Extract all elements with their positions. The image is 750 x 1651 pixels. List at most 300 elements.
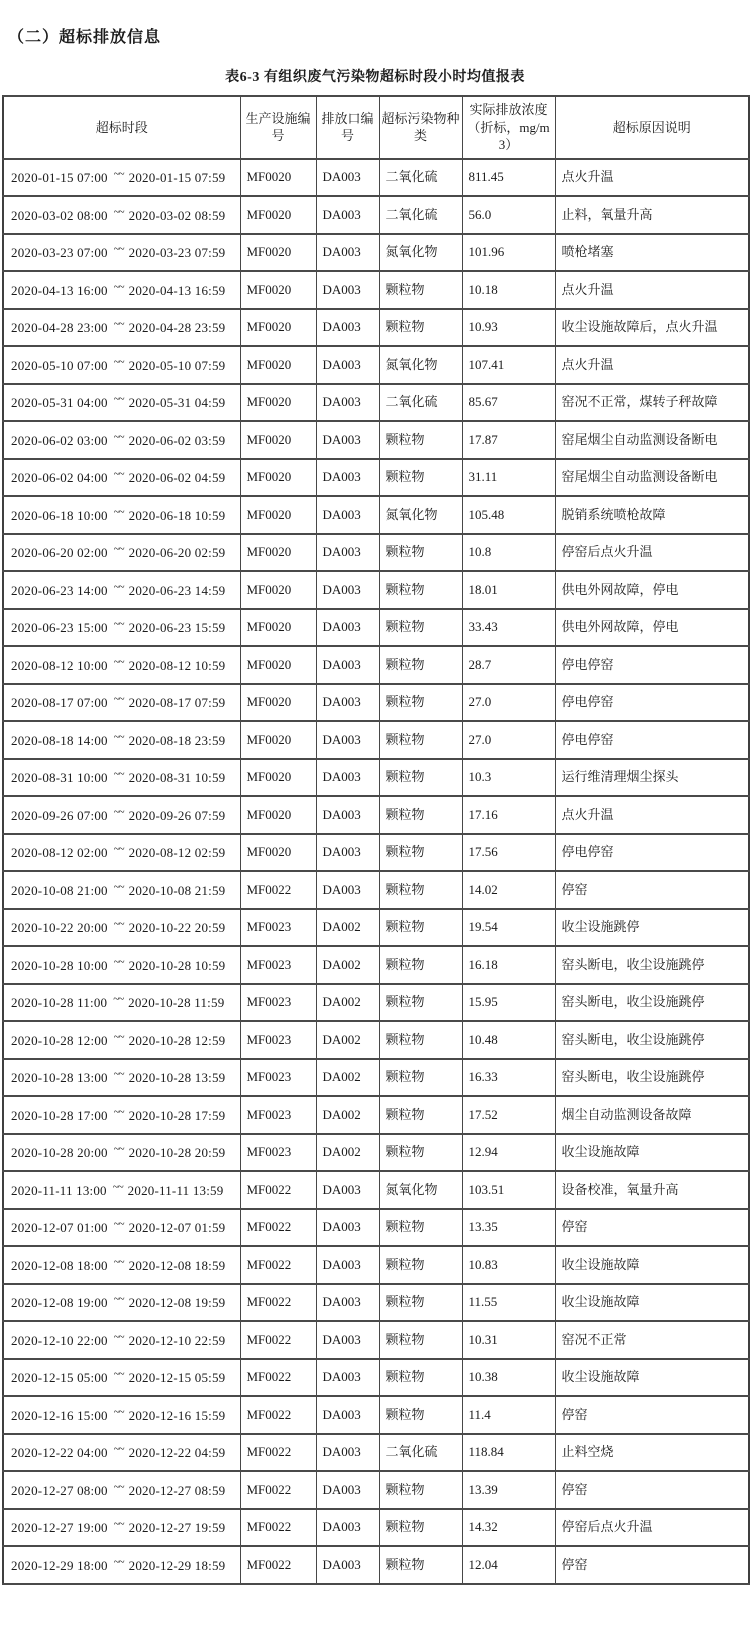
period-end: 2020-12-10 22:59 (128, 1332, 226, 1348)
period-start: 2020-11-11 13:00 (11, 1182, 107, 1198)
table-row (3, 909, 749, 947)
period-separator: ~~ (113, 1330, 124, 1343)
cell-reason: 点火升温 (555, 159, 749, 197)
cell-reason: 窑尾烟尘自动监测设备断电 (555, 459, 749, 497)
cell-pollutant: 颗粒物 (379, 946, 462, 984)
period-start: 2020-10-28 20:00 (11, 1145, 108, 1161)
cell-pollutant: 颗粒物 (379, 459, 462, 497)
column-header-outlet-id: 排放口编号 (316, 96, 379, 159)
cell-pollutant: 颗粒物 (379, 1246, 462, 1284)
table-row (3, 1546, 749, 1584)
cell-facility-id: MF0020 (240, 421, 316, 459)
cell-outlet-id: DA003 (316, 684, 379, 722)
period-start: 2020-12-16 15:00 (11, 1407, 108, 1423)
cell-period (3, 646, 240, 684)
cell-period (3, 1321, 240, 1359)
period-start: 2020-03-02 08:00 (11, 207, 108, 223)
cell-facility-id: MF0022 (240, 1546, 316, 1584)
cell-pollutant: 颗粒物 (379, 1321, 462, 1359)
period-end: 2020-10-28 13:59 (128, 1070, 226, 1086)
period-end: 2020-06-20 02:59 (128, 545, 226, 561)
cell-reason: 止料空烧 (555, 1434, 749, 1472)
cell-concentration: 14.02 (462, 871, 555, 909)
period-start: 2020-10-28 11:00 (11, 995, 108, 1011)
cell-concentration: 10.83 (462, 1246, 555, 1284)
period-end: 2020-12-22 04:59 (128, 1445, 226, 1461)
cell-facility-id: MF0020 (240, 346, 316, 384)
cell-pollutant: 二氧化硫 (379, 384, 462, 422)
cell-reason: 收尘设施故障 (555, 1284, 749, 1322)
cell-period (3, 1509, 240, 1547)
cell-outlet-id: DA003 (316, 1359, 379, 1397)
period-start: 2020-10-28 10:00 (11, 957, 108, 973)
cell-concentration: 13.35 (462, 1209, 555, 1247)
cell-reason: 设备校准，氧量升高 (555, 1171, 749, 1209)
cell-outlet-id: DA002 (316, 1021, 379, 1059)
table-row (3, 271, 749, 309)
period-start: 2020-06-18 10:00 (11, 507, 108, 523)
cell-outlet-id: DA003 (316, 1509, 379, 1547)
period-start: 2020-08-12 02:00 (11, 845, 108, 861)
cell-pollutant: 颗粒物 (379, 1509, 462, 1547)
period-end: 2020-09-26 07:59 (128, 807, 226, 823)
cell-facility-id: MF0023 (240, 1096, 316, 1134)
cell-pollutant: 二氧化硫 (379, 159, 462, 197)
cell-facility-id: MF0022 (240, 1321, 316, 1359)
cell-outlet-id: DA003 (316, 721, 379, 759)
period-start: 2020-12-10 22:00 (11, 1332, 108, 1348)
period-separator: ~~ (113, 768, 124, 781)
period-end: 2020-06-02 04:59 (128, 470, 226, 486)
period-end: 2020-12-08 18:59 (128, 1257, 226, 1273)
cell-facility-id: MF0023 (240, 1059, 316, 1097)
period-separator: ~~ (112, 1180, 123, 1193)
table-body (3, 159, 749, 1584)
cell-facility-id: MF0020 (240, 646, 316, 684)
cell-reason: 收尘设施故障 (555, 1246, 749, 1284)
table-row (3, 1396, 749, 1434)
cell-outlet-id: DA002 (316, 1096, 379, 1134)
period-separator: ~~ (113, 1368, 124, 1381)
cell-concentration: 10.31 (462, 1321, 555, 1359)
cell-concentration: 16.33 (462, 1059, 555, 1097)
cell-pollutant: 氮氧化物 (379, 496, 462, 534)
cell-outlet-id: DA003 (316, 1246, 379, 1284)
period-end: 2020-06-02 03:59 (128, 432, 226, 448)
period-separator: ~~ (113, 843, 124, 856)
period-end: 2020-12-16 15:59 (128, 1407, 226, 1423)
period-start: 2020-05-10 07:00 (11, 357, 108, 373)
cell-period (3, 684, 240, 722)
period-start: 2020-06-23 15:00 (11, 620, 108, 636)
cell-facility-id: MF0020 (240, 571, 316, 609)
table-row (3, 1509, 749, 1547)
cell-reason: 停窑后点火升温 (555, 534, 749, 572)
cell-pollutant: 颗粒物 (379, 309, 462, 347)
cell-outlet-id: DA003 (316, 346, 379, 384)
table-row (3, 309, 749, 347)
period-end: 2020-06-23 15:59 (128, 620, 226, 636)
table-row (3, 534, 749, 572)
table-row (3, 196, 749, 234)
table-row (3, 796, 749, 834)
table-row (3, 1059, 749, 1097)
cell-outlet-id: DA003 (316, 384, 379, 422)
cell-pollutant: 颗粒物 (379, 1059, 462, 1097)
table-row (3, 834, 749, 872)
cell-outlet-id: DA003 (316, 309, 379, 347)
period-start: 2020-01-15 07:00 (11, 170, 108, 186)
cell-reason: 停电停窑 (555, 684, 749, 722)
cell-facility-id: MF0022 (240, 1434, 316, 1472)
period-separator: ~~ (113, 1480, 124, 1493)
cell-reason: 烟尘自动监测设备故障 (555, 1096, 749, 1134)
period-end: 2020-12-15 05:59 (128, 1370, 226, 1386)
column-header-concentration: 实际排放浓度（折标，mg/m3） (462, 96, 555, 159)
cell-period (3, 421, 240, 459)
cell-concentration: 12.04 (462, 1546, 555, 1584)
period-separator: ~~ (113, 468, 124, 481)
cell-pollutant: 颗粒物 (379, 721, 462, 759)
table-row (3, 1284, 749, 1322)
cell-pollutant: 颗粒物 (379, 1209, 462, 1247)
cell-facility-id: MF0022 (240, 1209, 316, 1247)
cell-outlet-id: DA003 (316, 1171, 379, 1209)
cell-period (3, 1471, 240, 1509)
cell-facility-id: MF0020 (240, 496, 316, 534)
cell-reason: 收尘设施故障 (555, 1134, 749, 1172)
period-start: 2020-06-23 14:00 (11, 582, 108, 598)
period-end: 2020-04-28 23:59 (128, 320, 226, 336)
period-end: 2020-10-28 10:59 (128, 957, 226, 973)
table-title: 表6-3 有组织废气污染物超标时段小时均值报表 (225, 70, 525, 85)
period-start: 2020-10-22 20:00 (11, 920, 108, 936)
cell-period (3, 909, 240, 947)
cell-pollutant: 颗粒物 (379, 646, 462, 684)
cell-reason: 窑头断电，收尘设施跳停 (555, 984, 749, 1022)
table-row (3, 421, 749, 459)
cell-reason: 窑头断电，收尘设施跳停 (555, 1059, 749, 1097)
cell-outlet-id: DA003 (316, 196, 379, 234)
cell-facility-id: MF0022 (240, 1246, 316, 1284)
period-start: 2020-09-26 07:00 (11, 807, 108, 823)
period-separator: ~~ (113, 393, 124, 406)
period-start: 2020-10-28 12:00 (11, 1032, 108, 1048)
table-row (3, 721, 749, 759)
cell-pollutant: 颗粒物 (379, 1021, 462, 1059)
cell-reason: 停电停窑 (555, 646, 749, 684)
cell-facility-id: MF0022 (240, 1171, 316, 1209)
column-header-reason: 超标原因说明 (555, 96, 749, 159)
cell-outlet-id: DA003 (316, 271, 379, 309)
table-row (3, 346, 749, 384)
cell-concentration: 10.3 (462, 759, 555, 797)
cell-facility-id: MF0022 (240, 871, 316, 909)
cell-outlet-id: DA002 (316, 1059, 379, 1097)
period-separator: ~~ (113, 805, 124, 818)
table-row (3, 1209, 749, 1247)
cell-period (3, 159, 240, 197)
cell-concentration: 10.93 (462, 309, 555, 347)
cell-period (3, 346, 240, 384)
cell-pollutant: 颗粒物 (379, 1134, 462, 1172)
period-end: 2020-06-18 10:59 (128, 507, 226, 523)
period-separator: ~~ (113, 243, 124, 256)
table-header-row (3, 96, 749, 159)
section-title: （二）超标排放信息 (8, 29, 162, 46)
cell-facility-id: MF0020 (240, 684, 316, 722)
cell-concentration: 13.39 (462, 1471, 555, 1509)
cell-outlet-id: DA002 (316, 946, 379, 984)
cell-concentration: 16.18 (462, 946, 555, 984)
table-row (3, 609, 749, 647)
cell-period (3, 1546, 240, 1584)
cell-period (3, 871, 240, 909)
period-separator: ~~ (113, 1443, 124, 1456)
period-start: 2020-10-28 17:00 (11, 1107, 108, 1123)
cell-reason: 脱销系统喷枪故障 (555, 496, 749, 534)
cell-reason: 停窑后点火升温 (555, 1509, 749, 1547)
cell-outlet-id: DA003 (316, 1546, 379, 1584)
table-row (3, 1096, 749, 1134)
cell-concentration: 118.84 (462, 1434, 555, 1472)
period-end: 2020-08-18 23:59 (128, 732, 226, 748)
period-end: 2020-12-27 19:59 (128, 1520, 226, 1536)
cell-period (3, 384, 240, 422)
cell-concentration: 85.67 (462, 384, 555, 422)
period-separator: ~~ (113, 280, 124, 293)
cell-concentration: 17.56 (462, 834, 555, 872)
table-row (3, 684, 749, 722)
period-separator: ~~ (113, 655, 124, 668)
period-start: 2020-08-18 14:00 (11, 732, 108, 748)
cell-concentration: 105.48 (462, 496, 555, 534)
cell-reason: 停电停窑 (555, 834, 749, 872)
period-end: 2020-08-31 10:59 (128, 770, 226, 786)
cell-concentration: 11.55 (462, 1284, 555, 1322)
cell-concentration: 10.48 (462, 1021, 555, 1059)
cell-pollutant: 氮氧化物 (379, 234, 462, 272)
period-separator: ~~ (113, 1518, 124, 1531)
table-row (3, 1246, 749, 1284)
cell-outlet-id: DA002 (316, 909, 379, 947)
period-start: 2020-06-20 02:00 (11, 545, 108, 561)
cell-reason: 止料，氧量升高 (555, 196, 749, 234)
period-separator: ~~ (113, 580, 124, 593)
cell-pollutant: 颗粒物 (379, 1471, 462, 1509)
cell-pollutant: 颗粒物 (379, 609, 462, 647)
cell-concentration: 103.51 (462, 1171, 555, 1209)
cell-period (3, 571, 240, 609)
period-end: 2020-11-11 13:59 (127, 1182, 224, 1198)
cell-concentration: 27.0 (462, 721, 555, 759)
period-end: 2020-12-29 18:59 (128, 1557, 226, 1573)
cell-period (3, 1134, 240, 1172)
period-start: 2020-10-28 13:00 (11, 1070, 108, 1086)
cell-pollutant: 颗粒物 (379, 984, 462, 1022)
table-row (3, 946, 749, 984)
cell-period (3, 984, 240, 1022)
cell-outlet-id: DA003 (316, 496, 379, 534)
period-separator: ~~ (113, 205, 124, 218)
cell-period (3, 496, 240, 534)
cell-concentration: 27.0 (462, 684, 555, 722)
cell-facility-id: MF0022 (240, 1396, 316, 1434)
period-start: 2020-08-31 10:00 (11, 770, 108, 786)
cell-facility-id: MF0022 (240, 1471, 316, 1509)
cell-facility-id: MF0020 (240, 196, 316, 234)
column-header-pollutant: 超标污染物种类 (379, 96, 462, 159)
cell-reason: 窑头断电，收尘设施跳停 (555, 946, 749, 984)
period-separator: ~~ (113, 618, 124, 631)
cell-reason: 窑头断电，收尘设施跳停 (555, 1021, 749, 1059)
cell-concentration: 17.52 (462, 1096, 555, 1134)
cell-facility-id: MF0020 (240, 384, 316, 422)
cell-reason: 停窑 (555, 1471, 749, 1509)
table-row (3, 1434, 749, 1472)
period-separator: ~~ (113, 693, 124, 706)
cell-pollutant: 二氧化硫 (379, 1434, 462, 1472)
cell-period (3, 1396, 240, 1434)
table-row (3, 234, 749, 272)
cell-outlet-id: DA003 (316, 1284, 379, 1322)
table-row (3, 459, 749, 497)
cell-pollutant: 颗粒物 (379, 534, 462, 572)
cell-reason: 收尘设施跳停 (555, 909, 749, 947)
cell-pollutant: 颗粒物 (379, 796, 462, 834)
cell-reason: 停窑 (555, 871, 749, 909)
cell-outlet-id: DA003 (316, 421, 379, 459)
cell-reason: 窑况不正常 (555, 1321, 749, 1359)
cell-reason: 运行维清理烟尘探头 (555, 759, 749, 797)
period-end: 2020-10-22 20:59 (128, 920, 226, 936)
period-separator: ~~ (113, 1143, 124, 1156)
period-separator: ~~ (113, 993, 124, 1006)
cell-facility-id: MF0022 (240, 1359, 316, 1397)
period-end: 2020-12-27 08:59 (128, 1482, 226, 1498)
period-start: 2020-12-29 18:00 (11, 1557, 108, 1573)
cell-period (3, 796, 240, 834)
cell-facility-id: MF0020 (240, 459, 316, 497)
cell-reason: 供电外网故障，停电 (555, 609, 749, 647)
cell-pollutant: 颗粒物 (379, 1284, 462, 1322)
exceedance-report-table (2, 95, 750, 1585)
cell-outlet-id: DA003 (316, 534, 379, 572)
cell-outlet-id: DA003 (316, 646, 379, 684)
column-header-facility-id: 生产设施编号 (240, 96, 316, 159)
table-row (3, 384, 749, 422)
cell-pollutant: 颗粒物 (379, 871, 462, 909)
cell-pollutant: 二氧化硫 (379, 196, 462, 234)
cell-period (3, 1359, 240, 1397)
cell-pollutant: 颗粒物 (379, 571, 462, 609)
cell-outlet-id: DA003 (316, 1434, 379, 1472)
cell-period (3, 234, 240, 272)
cell-period (3, 1021, 240, 1059)
cell-outlet-id: DA003 (316, 609, 379, 647)
cell-reason: 停窑 (555, 1396, 749, 1434)
period-start: 2020-05-31 04:00 (11, 395, 108, 411)
period-start: 2020-12-07 01:00 (11, 1220, 108, 1236)
cell-facility-id: MF0020 (240, 309, 316, 347)
cell-pollutant: 氮氧化物 (379, 1171, 462, 1209)
table-row (3, 571, 749, 609)
period-end: 2020-10-28 11:59 (128, 995, 225, 1011)
cell-outlet-id: DA003 (316, 159, 379, 197)
cell-reason: 喷枪堵塞 (555, 234, 749, 272)
period-end: 2020-05-10 07:59 (128, 357, 226, 373)
column-header-period: 超标时段 (3, 96, 240, 159)
period-separator: ~~ (113, 1555, 124, 1568)
cell-reason: 停窑 (555, 1546, 749, 1584)
period-separator: ~~ (113, 880, 124, 893)
period-separator: ~~ (113, 730, 124, 743)
table-row (3, 646, 749, 684)
period-separator: ~~ (113, 955, 124, 968)
period-end: 2020-10-08 21:59 (128, 882, 226, 898)
cell-period (3, 946, 240, 984)
cell-period (3, 1059, 240, 1097)
table-row (3, 871, 749, 909)
cell-concentration: 56.0 (462, 196, 555, 234)
cell-period (3, 459, 240, 497)
period-start: 2020-10-08 21:00 (11, 882, 108, 898)
cell-facility-id: MF0020 (240, 834, 316, 872)
cell-pollutant: 颗粒物 (379, 421, 462, 459)
cell-concentration: 28.7 (462, 646, 555, 684)
cell-facility-id: MF0022 (240, 1509, 316, 1547)
cell-concentration: 10.18 (462, 271, 555, 309)
cell-outlet-id: DA003 (316, 571, 379, 609)
period-separator: ~~ (113, 1293, 124, 1306)
cell-concentration: 12.94 (462, 1134, 555, 1172)
cell-concentration: 11.4 (462, 1396, 555, 1434)
cell-facility-id: MF0023 (240, 984, 316, 1022)
cell-period (3, 534, 240, 572)
cell-reason: 窑尾烟尘自动监测设备断电 (555, 421, 749, 459)
period-start: 2020-03-23 07:00 (11, 245, 108, 261)
period-separator: ~~ (113, 1255, 124, 1268)
cell-concentration: 10.8 (462, 534, 555, 572)
cell-period (3, 271, 240, 309)
table-row (3, 1134, 749, 1172)
period-end: 2020-10-28 12:59 (128, 1032, 226, 1048)
cell-outlet-id: DA003 (316, 796, 379, 834)
period-start: 2020-12-15 05:00 (11, 1370, 108, 1386)
cell-pollutant: 颗粒物 (379, 1359, 462, 1397)
cell-facility-id: MF0020 (240, 271, 316, 309)
period-end: 2020-10-28 17:59 (128, 1107, 226, 1123)
table-row (3, 1021, 749, 1059)
cell-facility-id: MF0023 (240, 946, 316, 984)
period-separator: ~~ (113, 430, 124, 443)
cell-period (3, 834, 240, 872)
cell-facility-id: MF0023 (240, 909, 316, 947)
cell-pollutant: 颗粒物 (379, 834, 462, 872)
period-end: 2020-04-13 16:59 (128, 282, 226, 298)
cell-period (3, 1284, 240, 1322)
period-start: 2020-08-17 07:00 (11, 695, 108, 711)
cell-pollutant: 颗粒物 (379, 1396, 462, 1434)
cell-outlet-id: DA003 (316, 459, 379, 497)
cell-facility-id: MF0020 (240, 159, 316, 197)
cell-pollutant: 氮氧化物 (379, 346, 462, 384)
cell-outlet-id: DA003 (316, 1396, 379, 1434)
cell-outlet-id: DA003 (316, 871, 379, 909)
cell-pollutant: 颗粒物 (379, 909, 462, 947)
cell-outlet-id: DA003 (316, 759, 379, 797)
cell-facility-id: MF0023 (240, 1021, 316, 1059)
